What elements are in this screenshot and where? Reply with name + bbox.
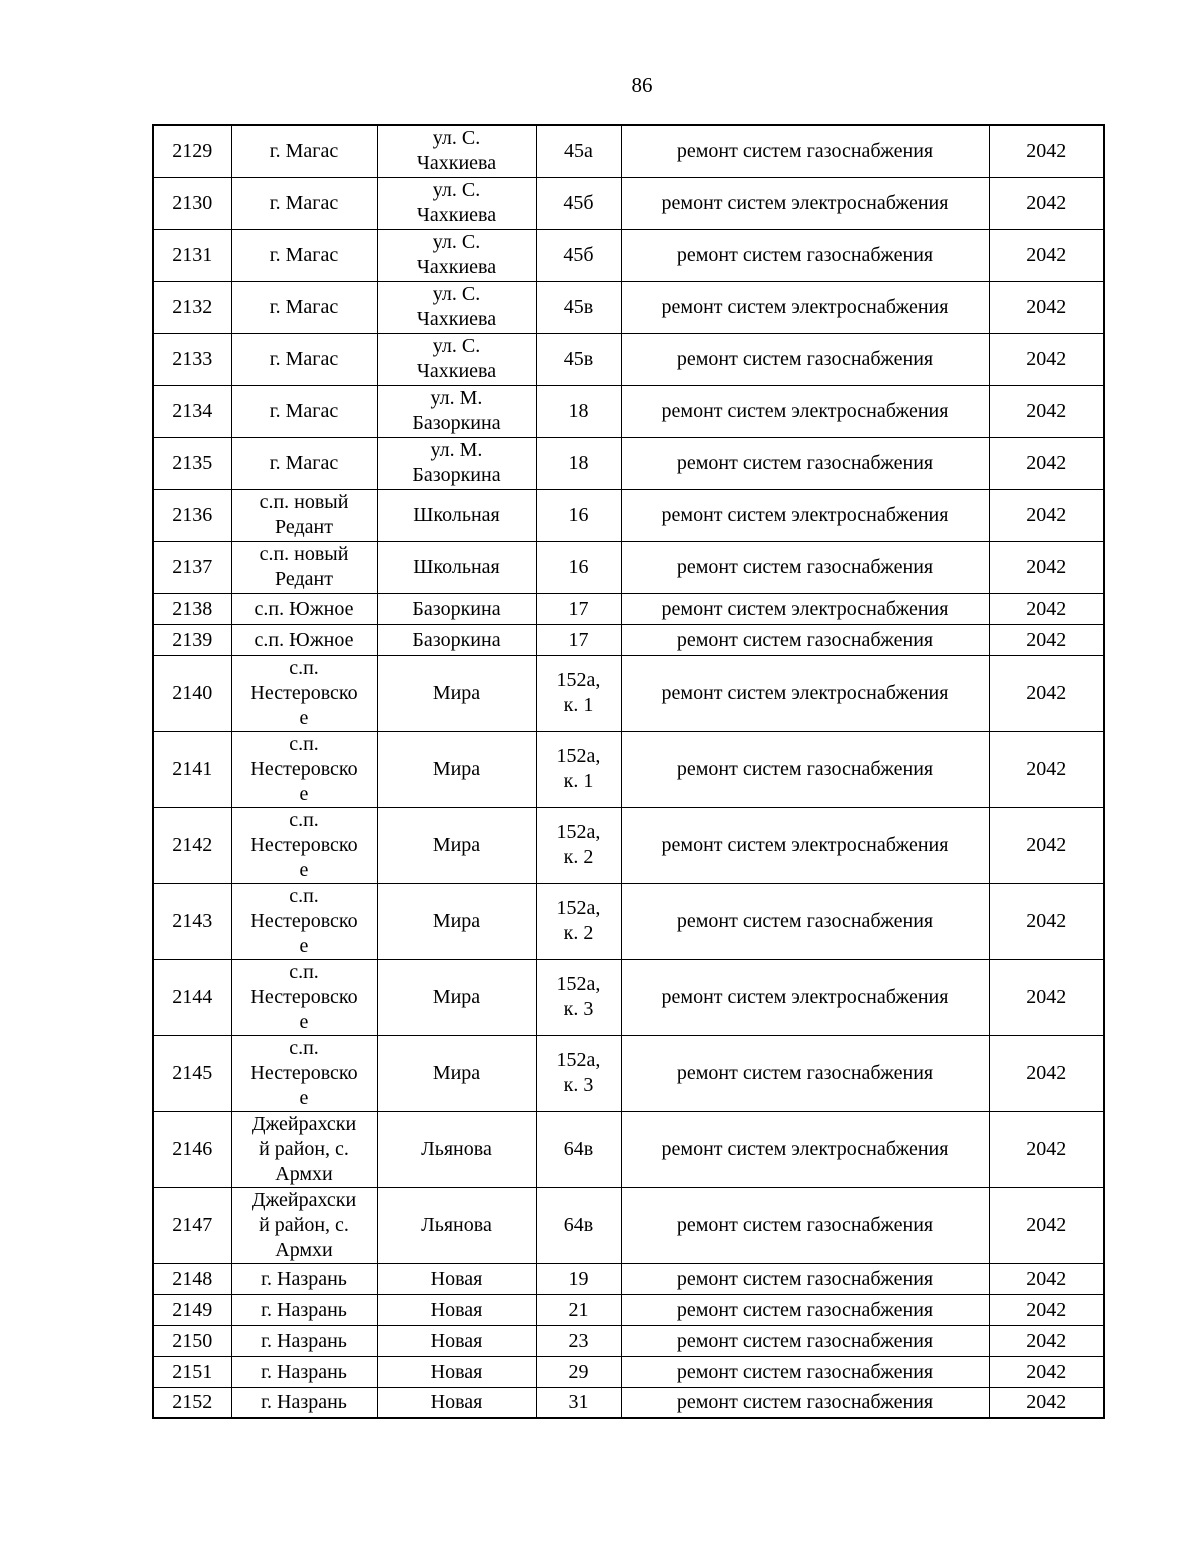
row-number-cell: 2150 [153, 1325, 231, 1356]
work-type-cell: ремонт систем газоснабжения [621, 1387, 989, 1418]
row-number-cell: 2133 [153, 333, 231, 385]
work-type-cell: ремонт систем электроснабжения [621, 385, 989, 437]
table-row [153, 1325, 1104, 1356]
page-number: 86 [631, 73, 653, 97]
table-row [153, 177, 1104, 229]
row-number-cell: 2140 [153, 655, 231, 731]
work-type-cell: ремонт систем электроснабжения [621, 807, 989, 883]
street-cell: Новая [377, 1294, 536, 1325]
street-cell: Базоркина [377, 593, 536, 624]
house-number-cell: 45а [536, 125, 621, 177]
year-cell: 2042 [989, 1325, 1104, 1356]
year-cell: 2042 [989, 655, 1104, 731]
table-row [153, 437, 1104, 489]
street-cell: Льянова [377, 1111, 536, 1187]
street-cell: Льянова [377, 1187, 536, 1263]
house-number-cell: 19 [536, 1263, 621, 1294]
locality-cell: г. Магас [231, 125, 377, 177]
table-row [153, 1111, 1104, 1187]
year-cell: 2042 [989, 1294, 1104, 1325]
locality-cell: г. Магас [231, 177, 377, 229]
table-row [153, 1294, 1104, 1325]
row-number-cell: 2145 [153, 1035, 231, 1111]
house-number-cell: 152а, к. 2 [536, 807, 621, 883]
house-number-cell: 45в [536, 281, 621, 333]
street-cell: ул. С. Чахкиева [377, 281, 536, 333]
street-cell: Школьная [377, 541, 536, 593]
house-number-cell: 45б [536, 229, 621, 281]
year-cell: 2042 [989, 1356, 1104, 1387]
work-type-cell: ремонт систем газоснабжения [621, 731, 989, 807]
table-row [153, 333, 1104, 385]
street-cell: Мира [377, 959, 536, 1035]
year-cell: 2042 [989, 807, 1104, 883]
street-cell: Мира [377, 807, 536, 883]
row-number-cell: 2149 [153, 1294, 231, 1325]
table-row [153, 1263, 1104, 1294]
work-type-cell: ремонт систем электроснабжения [621, 489, 989, 541]
row-number-cell: 2130 [153, 177, 231, 229]
house-number-cell: 64в [536, 1111, 621, 1187]
locality-cell: с.п. новый Редант [231, 541, 377, 593]
row-number-cell: 2139 [153, 624, 231, 655]
locality-cell: г. Назрань [231, 1263, 377, 1294]
locality-cell: г. Назрань [231, 1294, 377, 1325]
street-cell: Мира [377, 883, 536, 959]
house-number-cell: 152а, к. 1 [536, 731, 621, 807]
work-type-cell: ремонт систем газоснабжения [621, 1356, 989, 1387]
work-type-cell: ремонт систем газоснабжения [621, 883, 989, 959]
street-cell: ул. М. Базоркина [377, 437, 536, 489]
table-row [153, 229, 1104, 281]
street-cell: ул. М. Базоркина [377, 385, 536, 437]
house-number-cell: 18 [536, 385, 621, 437]
table-row [153, 1187, 1104, 1263]
row-number-cell: 2138 [153, 593, 231, 624]
work-type-cell: ремонт систем газоснабжения [621, 624, 989, 655]
house-number-cell: 18 [536, 437, 621, 489]
row-number-cell: 2144 [153, 959, 231, 1035]
year-cell: 2042 [989, 489, 1104, 541]
house-number-cell: 152а, к. 2 [536, 883, 621, 959]
row-number-cell: 2129 [153, 125, 231, 177]
street-cell: Базоркина [377, 624, 536, 655]
row-number-cell: 2131 [153, 229, 231, 281]
house-number-cell: 29 [536, 1356, 621, 1387]
street-cell: Новая [377, 1356, 536, 1387]
work-type-cell: ремонт систем газоснабжения [621, 1294, 989, 1325]
house-number-cell: 152а, к. 3 [536, 1035, 621, 1111]
table-row [153, 1356, 1104, 1387]
work-type-cell: ремонт систем газоснабжения [621, 125, 989, 177]
locality-cell: с.п. Нестеровско е [231, 959, 377, 1035]
year-cell: 2042 [989, 385, 1104, 437]
locality-cell: с.п. Нестеровско е [231, 883, 377, 959]
house-number-cell: 23 [536, 1325, 621, 1356]
table-row [153, 593, 1104, 624]
house-number-cell: 16 [536, 489, 621, 541]
house-number-cell: 17 [536, 593, 621, 624]
work-type-cell: ремонт систем электроснабжения [621, 177, 989, 229]
street-cell: Новая [377, 1325, 536, 1356]
street-cell: Новая [377, 1387, 536, 1418]
table-row [153, 655, 1104, 731]
house-number-cell: 152а, к. 3 [536, 959, 621, 1035]
work-type-cell: ремонт систем электроснабжения [621, 1111, 989, 1187]
row-number-cell: 2143 [153, 883, 231, 959]
year-cell: 2042 [989, 593, 1104, 624]
work-type-cell: ремонт систем электроснабжения [621, 593, 989, 624]
work-type-cell: ремонт систем газоснабжения [621, 1035, 989, 1111]
locality-cell: с.п. Нестеровско е [231, 807, 377, 883]
row-number-cell: 2152 [153, 1387, 231, 1418]
work-type-cell: ремонт систем газоснабжения [621, 437, 989, 489]
street-cell: ул. С. Чахкиева [377, 125, 536, 177]
table-row [153, 624, 1104, 655]
table-row [153, 489, 1104, 541]
street-cell: Новая [377, 1263, 536, 1294]
work-type-cell: ремонт систем электроснабжения [621, 281, 989, 333]
locality-cell: г. Назрань [231, 1325, 377, 1356]
table-body [153, 125, 1104, 1418]
row-number-cell: 2137 [153, 541, 231, 593]
year-cell: 2042 [989, 541, 1104, 593]
house-number-cell: 16 [536, 541, 621, 593]
row-number-cell: 2142 [153, 807, 231, 883]
work-type-cell: ремонт систем газоснабжения [621, 541, 989, 593]
locality-cell: г. Магас [231, 437, 377, 489]
row-number-cell: 2151 [153, 1356, 231, 1387]
house-number-cell: 64в [536, 1187, 621, 1263]
year-cell: 2042 [989, 437, 1104, 489]
repair-schedule-table [152, 124, 1105, 1419]
street-cell: ул. С. Чахкиева [377, 229, 536, 281]
row-number-cell: 2132 [153, 281, 231, 333]
year-cell: 2042 [989, 1187, 1104, 1263]
table-row [153, 883, 1104, 959]
street-cell: Мира [377, 1035, 536, 1111]
street-cell: ул. С. Чахкиева [377, 177, 536, 229]
locality-cell: с.п. Южное [231, 593, 377, 624]
locality-cell: Джейрахски й район, с. Армхи [231, 1111, 377, 1187]
locality-cell: с.п. Южное [231, 624, 377, 655]
locality-cell: с.п. новый Редант [231, 489, 377, 541]
year-cell: 2042 [989, 1263, 1104, 1294]
locality-cell: Джейрахски й район, с. Армхи [231, 1187, 377, 1263]
street-cell: Мира [377, 731, 536, 807]
table-row [153, 959, 1104, 1035]
locality-cell: г. Магас [231, 333, 377, 385]
house-number-cell: 21 [536, 1294, 621, 1325]
street-cell: Школьная [377, 489, 536, 541]
house-number-cell: 152а, к. 1 [536, 655, 621, 731]
row-number-cell: 2141 [153, 731, 231, 807]
locality-cell: с.п. Нестеровско е [231, 1035, 377, 1111]
work-type-cell: ремонт систем газоснабжения [621, 229, 989, 281]
year-cell: 2042 [989, 229, 1104, 281]
table-row [153, 281, 1104, 333]
locality-cell: г. Назрань [231, 1356, 377, 1387]
year-cell: 2042 [989, 281, 1104, 333]
house-number-cell: 17 [536, 624, 621, 655]
street-cell: ул. С. Чахкиева [377, 333, 536, 385]
table-row [153, 125, 1104, 177]
street-cell: Мира [377, 655, 536, 731]
table-row [153, 541, 1104, 593]
year-cell: 2042 [989, 1387, 1104, 1418]
year-cell: 2042 [989, 333, 1104, 385]
table-row [153, 385, 1104, 437]
year-cell: 2042 [989, 883, 1104, 959]
work-type-cell: ремонт систем газоснабжения [621, 1325, 989, 1356]
row-number-cell: 2146 [153, 1111, 231, 1187]
work-type-cell: ремонт систем газоснабжения [621, 333, 989, 385]
year-cell: 2042 [989, 177, 1104, 229]
locality-cell: г. Магас [231, 229, 377, 281]
row-number-cell: 2148 [153, 1263, 231, 1294]
work-type-cell: ремонт систем газоснабжения [621, 1263, 989, 1294]
row-number-cell: 2134 [153, 385, 231, 437]
year-cell: 2042 [989, 125, 1104, 177]
year-cell: 2042 [989, 1035, 1104, 1111]
locality-cell: г. Назрань [231, 1387, 377, 1418]
row-number-cell: 2135 [153, 437, 231, 489]
locality-cell: г. Магас [231, 281, 377, 333]
work-type-cell: ремонт систем электроснабжения [621, 959, 989, 1035]
year-cell: 2042 [989, 731, 1104, 807]
table-row [153, 731, 1104, 807]
locality-cell: г. Магас [231, 385, 377, 437]
work-type-cell: ремонт систем газоснабжения [621, 1187, 989, 1263]
house-number-cell: 45б [536, 177, 621, 229]
locality-cell: с.п. Нестеровско е [231, 731, 377, 807]
work-type-cell: ремонт систем электроснабжения [621, 655, 989, 731]
house-number-cell: 31 [536, 1387, 621, 1418]
table-row [153, 807, 1104, 883]
table-row [153, 1387, 1104, 1418]
year-cell: 2042 [989, 1111, 1104, 1187]
locality-cell: с.п. Нестеровско е [231, 655, 377, 731]
row-number-cell: 2136 [153, 489, 231, 541]
year-cell: 2042 [989, 959, 1104, 1035]
table-row [153, 1035, 1104, 1111]
house-number-cell: 45в [536, 333, 621, 385]
row-number-cell: 2147 [153, 1187, 231, 1263]
year-cell: 2042 [989, 624, 1104, 655]
